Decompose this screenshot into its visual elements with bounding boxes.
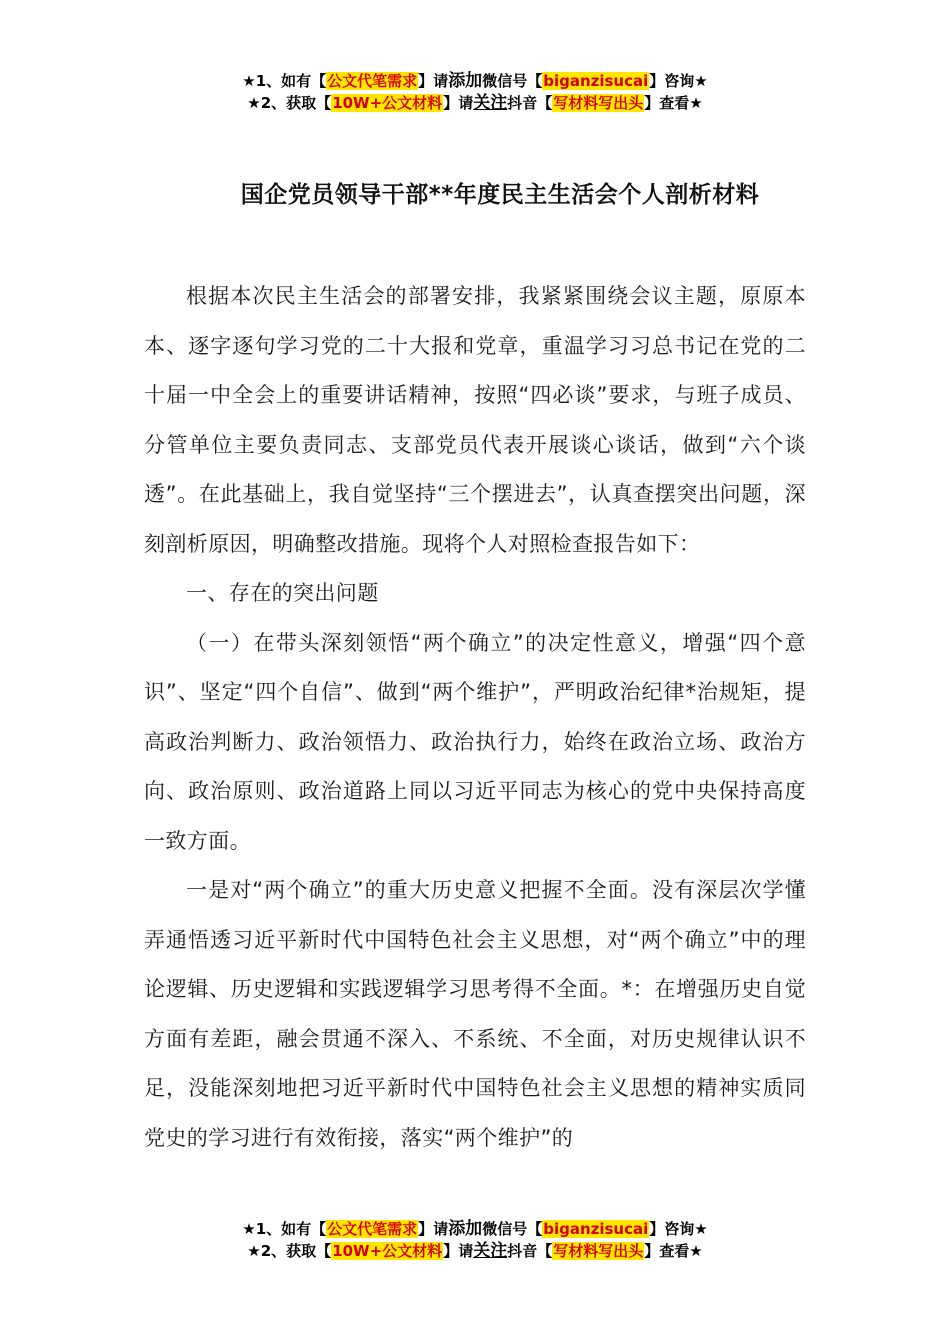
banner-text: ★2、获取【: [247, 94, 332, 112]
banner-line-2: [0, 92, 950, 114]
banner-text: 】请: [418, 1220, 449, 1238]
emphasis-text: 关注: [473, 1241, 508, 1261]
header-banner: [0, 70, 950, 114]
banner-line-1: [0, 1218, 950, 1240]
banner-text: 微信号【: [482, 1220, 543, 1238]
banner-line-1: [0, 70, 950, 92]
highlight-service: 公文代笔需求: [327, 1220, 418, 1238]
section-heading: 一、存在的突出问题: [186, 581, 379, 605]
highlight-service: 公文代笔需求: [327, 72, 418, 90]
banner-text: ★1、如有【: [242, 1220, 327, 1238]
banner-text: 抖音【: [507, 1242, 553, 1260]
banner-text: 】请: [443, 1242, 474, 1260]
banner-text: ★1、如有【: [242, 72, 327, 90]
banner-text: 】请: [418, 72, 449, 90]
highlight-wechat-id: biganzisucai: [543, 72, 649, 90]
banner-text: ★2、获取【: [247, 1242, 332, 1260]
banner-text: 】查看★: [644, 94, 703, 112]
highlight-materials: 10W+公文材料: [332, 1242, 443, 1260]
banner-text: 】咨询★: [649, 72, 708, 90]
document-title: 国企党员领导干部**年度民主生活会个人剖析材料: [240, 182, 760, 208]
banner-text: 】咨询★: [649, 1220, 708, 1238]
banner-text: 】查看★: [644, 1242, 703, 1260]
highlight-douyin-id: 写材料写出头: [553, 1242, 644, 1260]
document-body: [144, 272, 806, 1163]
banner-line-2: [0, 1240, 950, 1262]
body-paragraph: 一是对“两个确立”的重大历史意义把握不全面。没有深层次学懂弄通悟透习近平新时代中国特色社会主义思想，对“两个确立”中的理论逻辑、历史逻辑和实践逻辑学习思考得不全面。*：在增强历史自觉方面有差距，融会贯通不深入、不系统、不全面，对历史规律认识不足，没能深刻地把习近平新时代中国特色社会主义思想的精神实质同党史的学习进行有效衔接，落实“两个维护”的: [144, 878, 806, 1150]
highlight-wechat-id: biganzisucai: [543, 1220, 649, 1238]
highlight-materials: 10W+公文材料: [332, 94, 443, 112]
highlight-douyin-id: 写材料写出头: [553, 94, 644, 112]
emphasis-text: 添加: [448, 71, 483, 91]
banner-text: 抖音【: [507, 94, 553, 112]
footer-banner: [0, 1218, 950, 1262]
subsection-paragraph: （一）在带头深刻领悟“两个确立”的决定性意义，增强“四个意识”、坚定“四个自信”、做到“两个维护”，严明政治纪律*治规矩，提高政治判断力、政治领悟力、政治执行力，始终在政治立场、政治方向、政治原则、政治道路上同以习近平同志为核心的党中央保持高度一致方面。: [144, 630, 806, 853]
banner-text: 】请: [443, 94, 474, 112]
banner-text: 微信号【: [482, 72, 543, 90]
emphasis-text: 添加: [448, 1219, 483, 1239]
intro-paragraph: 根据本次民主生活会的部署安排，我紧紧围绕会议主题，原原本本、逐字逐句学习党的二十大报和党章，重温学习习总书记在党的二十届一中全会上的重要讲话精神，按照“四必谈”要求，与班子成员、分管单位主要负责同志、支部党员代表开展谈心谈话，做到“六个谈透”。在此基础上，我自觉坚持“三个摆进去”，认真查摆突出问题，深刻剖析原因，明确整改措施。现将个人对照检查报告如下：: [144, 284, 806, 556]
emphasis-text: 关注: [473, 93, 508, 113]
